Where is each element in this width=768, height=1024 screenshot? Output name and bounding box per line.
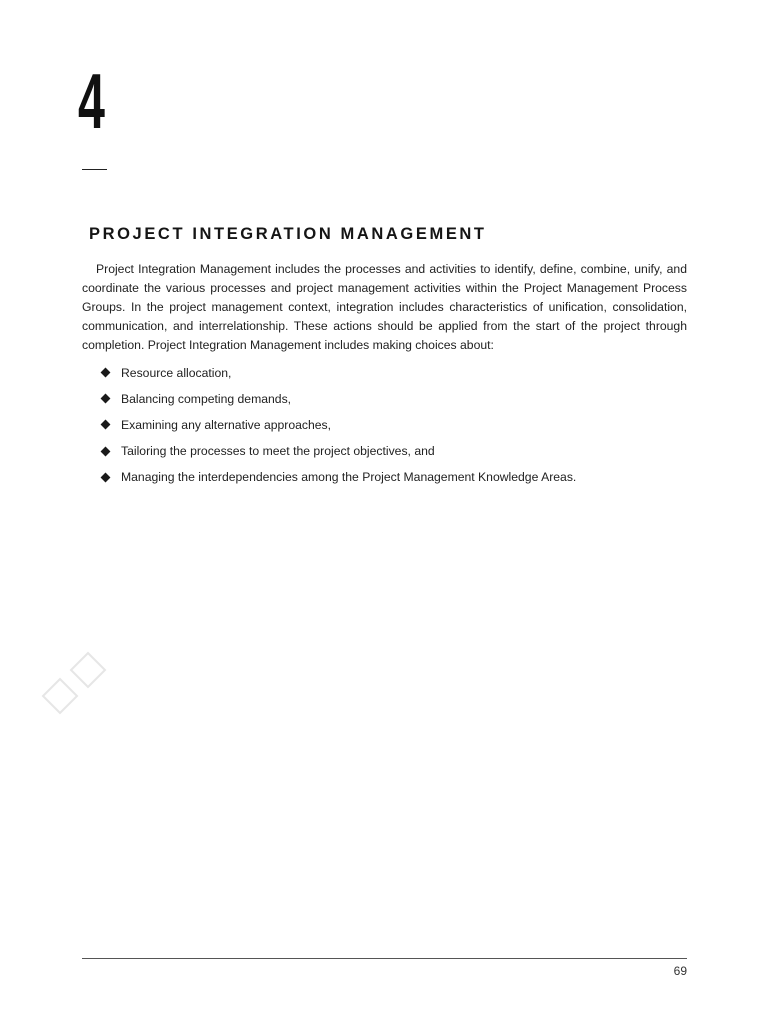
diamond-bullet-icon <box>101 472 111 482</box>
list-item <box>100 363 576 382</box>
intro-paragraph: Project Integration Management includes the processes and activities to identify, define, combine, unify, and coordinate the various processes and project management activities within the Project Management Process Groups. In the project management context, integration includes characteristics of unification, consolidation, communication, and interrelationship. These actions should be applied from the start of the project through completion. Project Integration Management includes making choices about: <box>82 262 687 352</box>
diamond-bullet-icon <box>101 446 111 456</box>
diamond-watermark-icon <box>38 648 110 720</box>
chapter-number: 4 <box>78 57 105 145</box>
chapter-number-underline <box>82 169 107 170</box>
list-item <box>100 415 576 434</box>
list-item-text: Managing the interdependencies among the Project Management Knowledge Areas. <box>121 470 577 485</box>
diamond-bullet-icon <box>101 368 111 378</box>
list-item-text: Resource allocation, <box>121 365 232 380</box>
list-item <box>100 468 576 487</box>
list-item <box>100 442 576 461</box>
footer-rule <box>82 958 687 959</box>
list-item-text: Tailoring the processes to meet the project objectives, and <box>121 444 435 459</box>
list-item-text: Balancing competing demands, <box>121 391 292 406</box>
list-item-text: Examining any alternative approaches, <box>121 417 332 432</box>
page-number: 69 <box>673 964 687 978</box>
diamond-bullet-icon <box>101 394 111 404</box>
chapter-title: PROJECT INTEGRATION MANAGEMENT <box>89 225 487 243</box>
choices-list <box>100 363 576 494</box>
list-item <box>100 389 576 408</box>
diamond-bullet-icon <box>101 420 111 430</box>
